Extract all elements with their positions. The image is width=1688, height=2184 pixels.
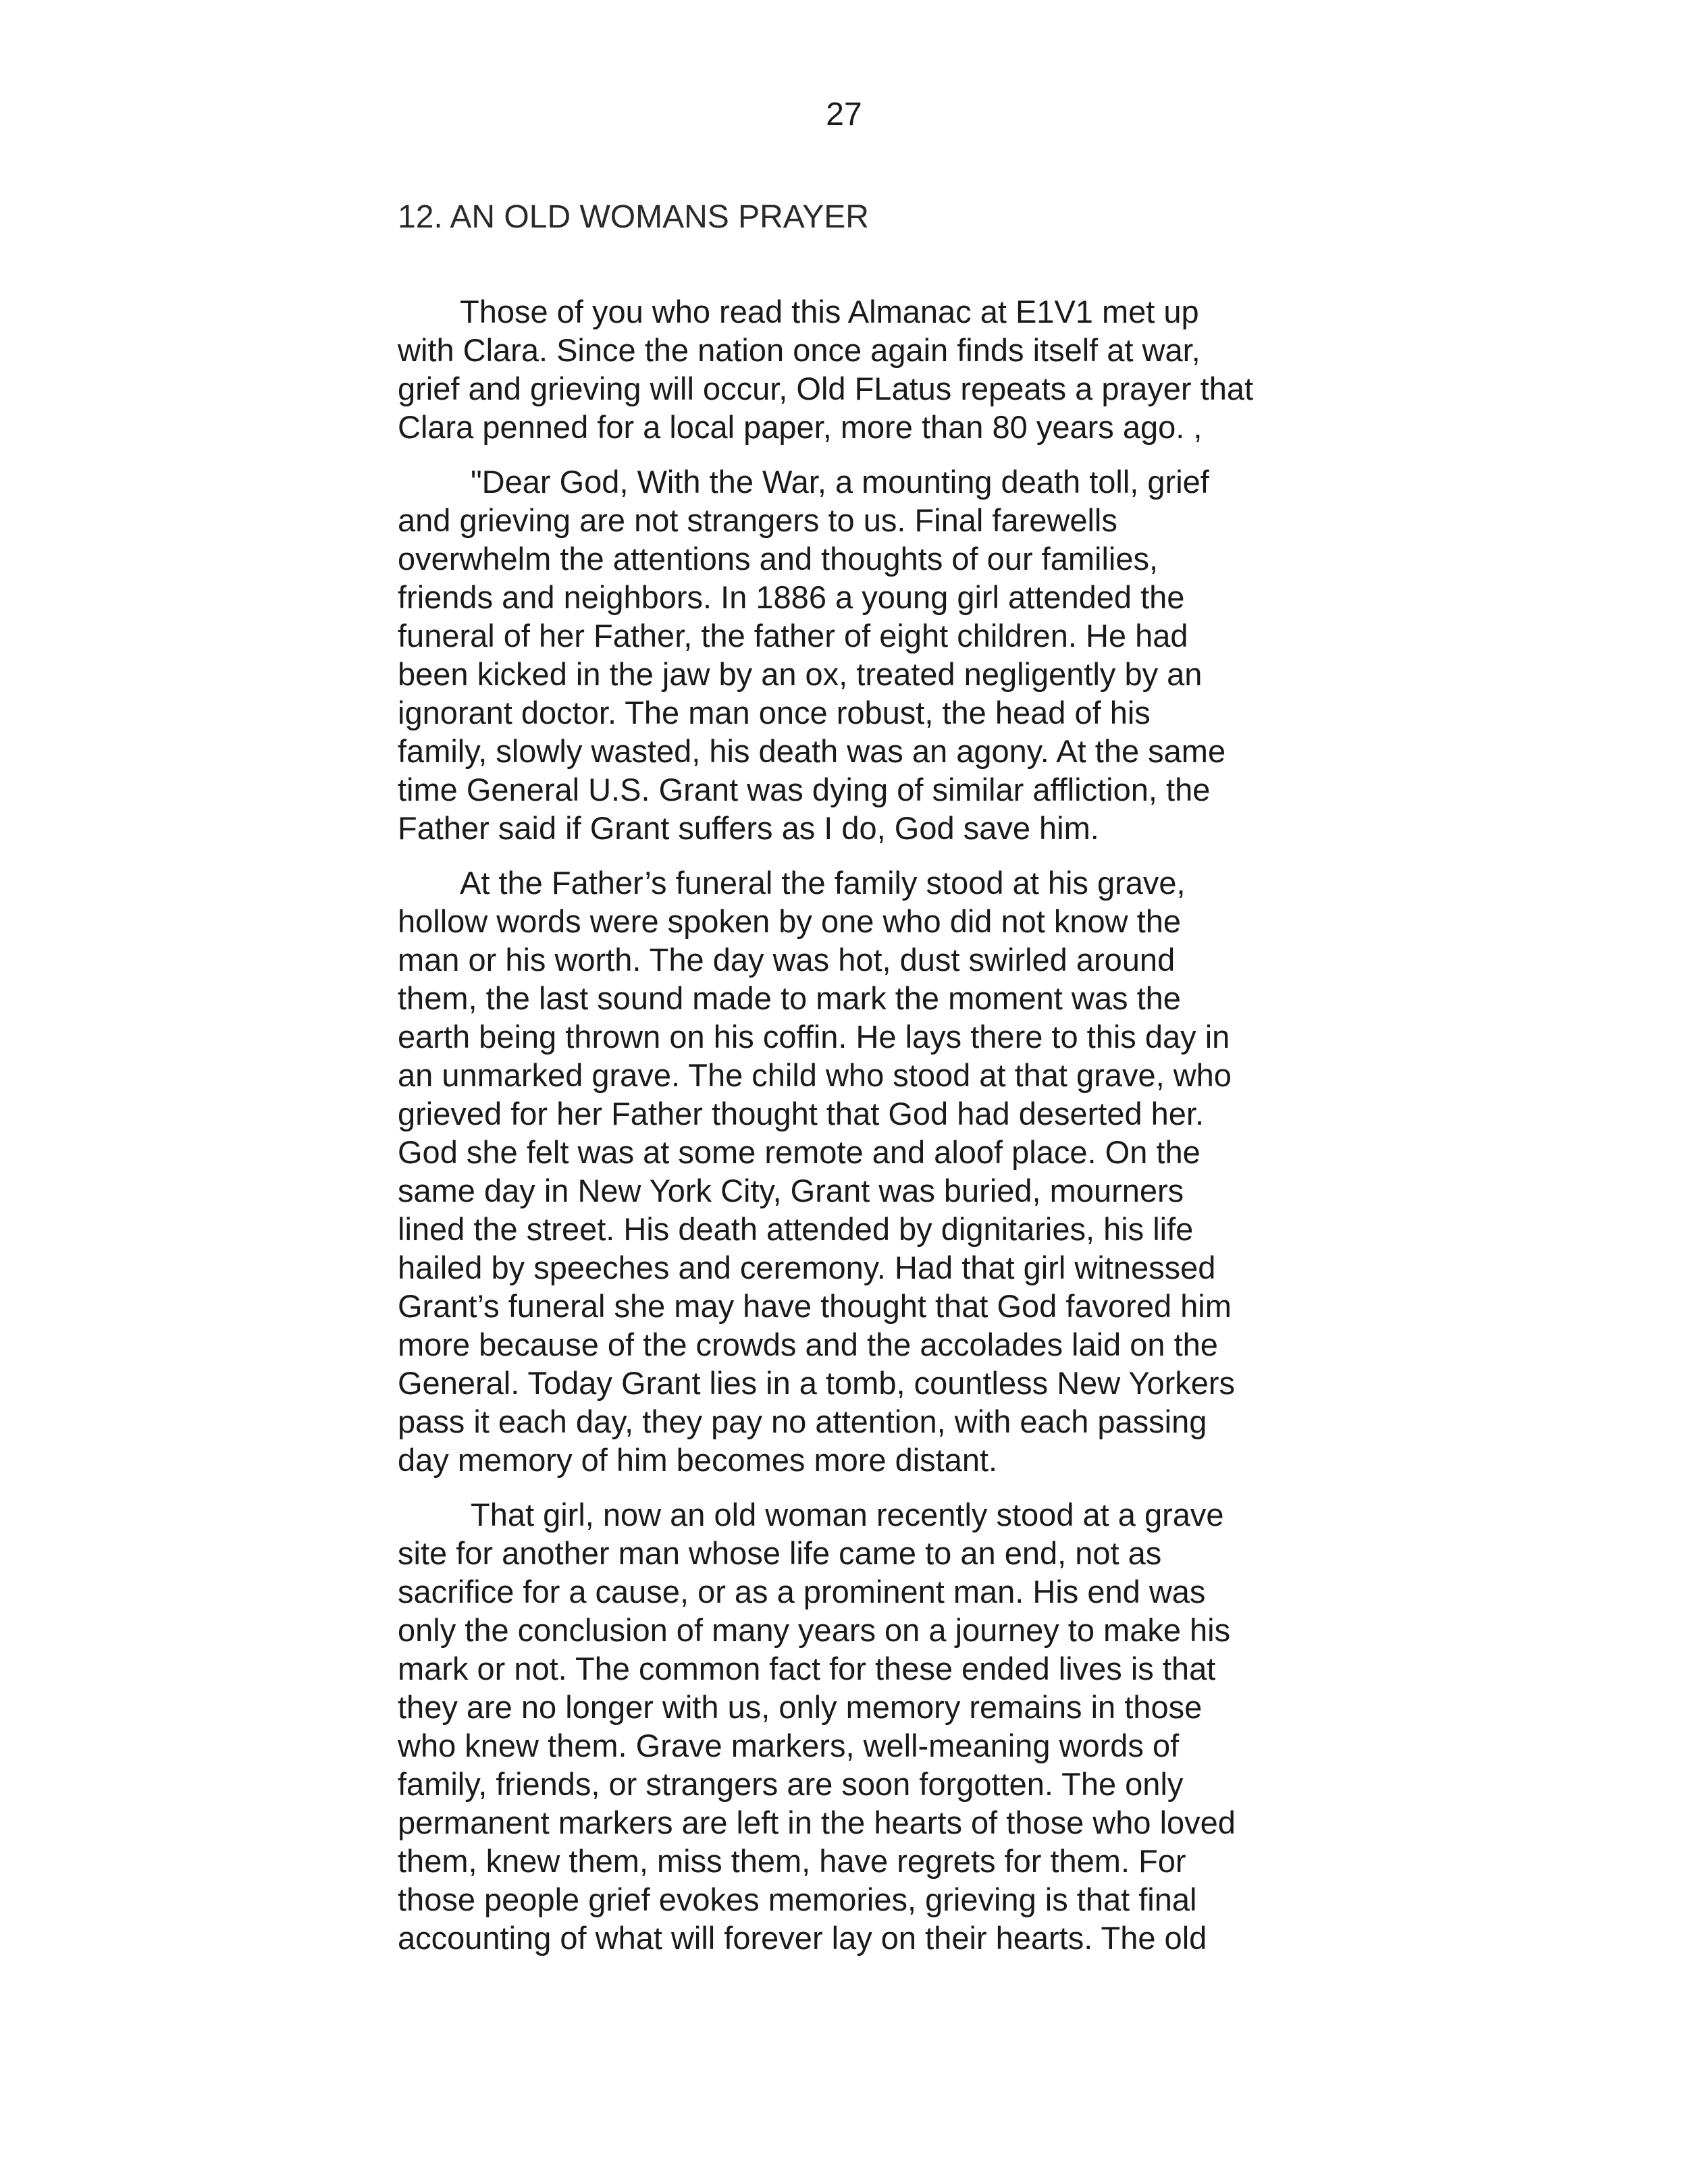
text-line: Those of you who read this Almanac at E1V1 met up: [460, 294, 1199, 329]
paragraph-prayer-opening: [398, 462, 1302, 847]
text-line: mark or not. The common fact for these ended lives is that: [398, 1651, 1216, 1686]
text-line: those people grief evokes memories, grieving is that final: [398, 1882, 1197, 1917]
text-line: an unmarked grave. The child who stood at that grave, who: [398, 1057, 1232, 1093]
text-line: At the Father’s funeral the family stood at his grave,: [460, 865, 1186, 901]
text-line: pass it each day, they pay no attention, with each passing: [398, 1404, 1207, 1439]
text-line: accounting of what will forever lay on their hearts. The old: [398, 1920, 1207, 1956]
text-line: only the conclusion of many years on a journey to make his: [398, 1612, 1231, 1648]
text-line: day memory of him becomes more distant.: [398, 1442, 998, 1478]
text-line: and grieving are not strangers to us. Final farewells: [398, 502, 1117, 538]
text-line: General. Today Grant lies in a tomb, countless New Yorkers: [398, 1365, 1236, 1401]
text-line: site for another man whose life came to an end, not as: [398, 1535, 1162, 1571]
chapter-title: 12. AN OLD WOMANS PRAYER: [398, 199, 869, 235]
text-line: grief and grieving will occur, Old FLatus repeats a prayer that: [398, 371, 1254, 406]
body-text: [398, 292, 1302, 1973]
text-line: That girl, now an old woman recently stood at a grave: [471, 1497, 1224, 1533]
paragraph-funeral: [398, 863, 1302, 1479]
text-line: been kicked in the jaw by an ox, treated negligently by an: [398, 656, 1203, 692]
text-line: Grant’s funeral she may have thought that God favored him: [398, 1288, 1232, 1324]
text-line: Father said if Grant suffers as I do, God save him.: [398, 810, 1099, 846]
text-line: family, slowly wasted, his death was an agony. At the same: [398, 733, 1226, 769]
text-line: grieved for her Father thought that God had deserted her.: [398, 1096, 1205, 1131]
text-line: them, knew them, miss them, have regrets for them. For: [398, 1843, 1186, 1879]
text-line: hailed by speeches and ceremony. Had that girl witnessed: [398, 1250, 1216, 1285]
text-line: family, friends, or strangers are soon forgotten. The only: [398, 1766, 1184, 1802]
text-line: man or his worth. The day was hot, dust swirled around: [398, 942, 1176, 978]
paragraph-intro: [398, 292, 1302, 446]
text-line: Clara penned for a local paper, more than 80 years ago. ,: [398, 409, 1203, 445]
text-line: permanent markers are left in the hearts of those who loved: [398, 1805, 1236, 1840]
page-number: 27: [826, 97, 862, 132]
text-line: "Dear God, With the War, a mounting death toll, grief: [471, 464, 1209, 500]
text-line: lined the street. His death attended by dignitaries, his life: [398, 1211, 1194, 1247]
text-line: them, the last sound made to mark the moment was the: [398, 980, 1181, 1016]
text-line: they are no longer with us, only memory remains in those: [398, 1689, 1203, 1725]
paragraph-old-woman: [398, 1495, 1302, 1957]
text-line: ignorant doctor. The man once robust, the head of his: [398, 695, 1151, 730]
text-line: funeral of her Father, the father of eight children. He had: [398, 618, 1188, 654]
text-line: more because of the crowds and the accolades laid on the: [398, 1327, 1218, 1362]
text-line: God she felt was at some remote and aloof place. On the: [398, 1134, 1201, 1170]
text-line: friends and neighbors. In 1886 a young girl attended the: [398, 579, 1185, 615]
text-line: sacrifice for a cause, or as a prominent man. His end was: [398, 1574, 1206, 1609]
text-line: earth being thrown on his coffin. He lays there to this day in: [398, 1019, 1230, 1055]
text-line: same day in New York City, Grant was buried, mourners: [398, 1173, 1184, 1208]
text-line: overwhelm the attentions and thoughts of our families,: [398, 541, 1159, 577]
text-line: time General U.S. Grant was dying of similar affliction, the: [398, 772, 1211, 807]
text-line: hollow words were spoken by one who did not know the: [398, 903, 1182, 939]
text-line: with Clara. Since the nation once again finds itself at war,: [398, 332, 1201, 368]
text-line: who knew them. Grave markers, well-meaning words of: [398, 1728, 1180, 1763]
